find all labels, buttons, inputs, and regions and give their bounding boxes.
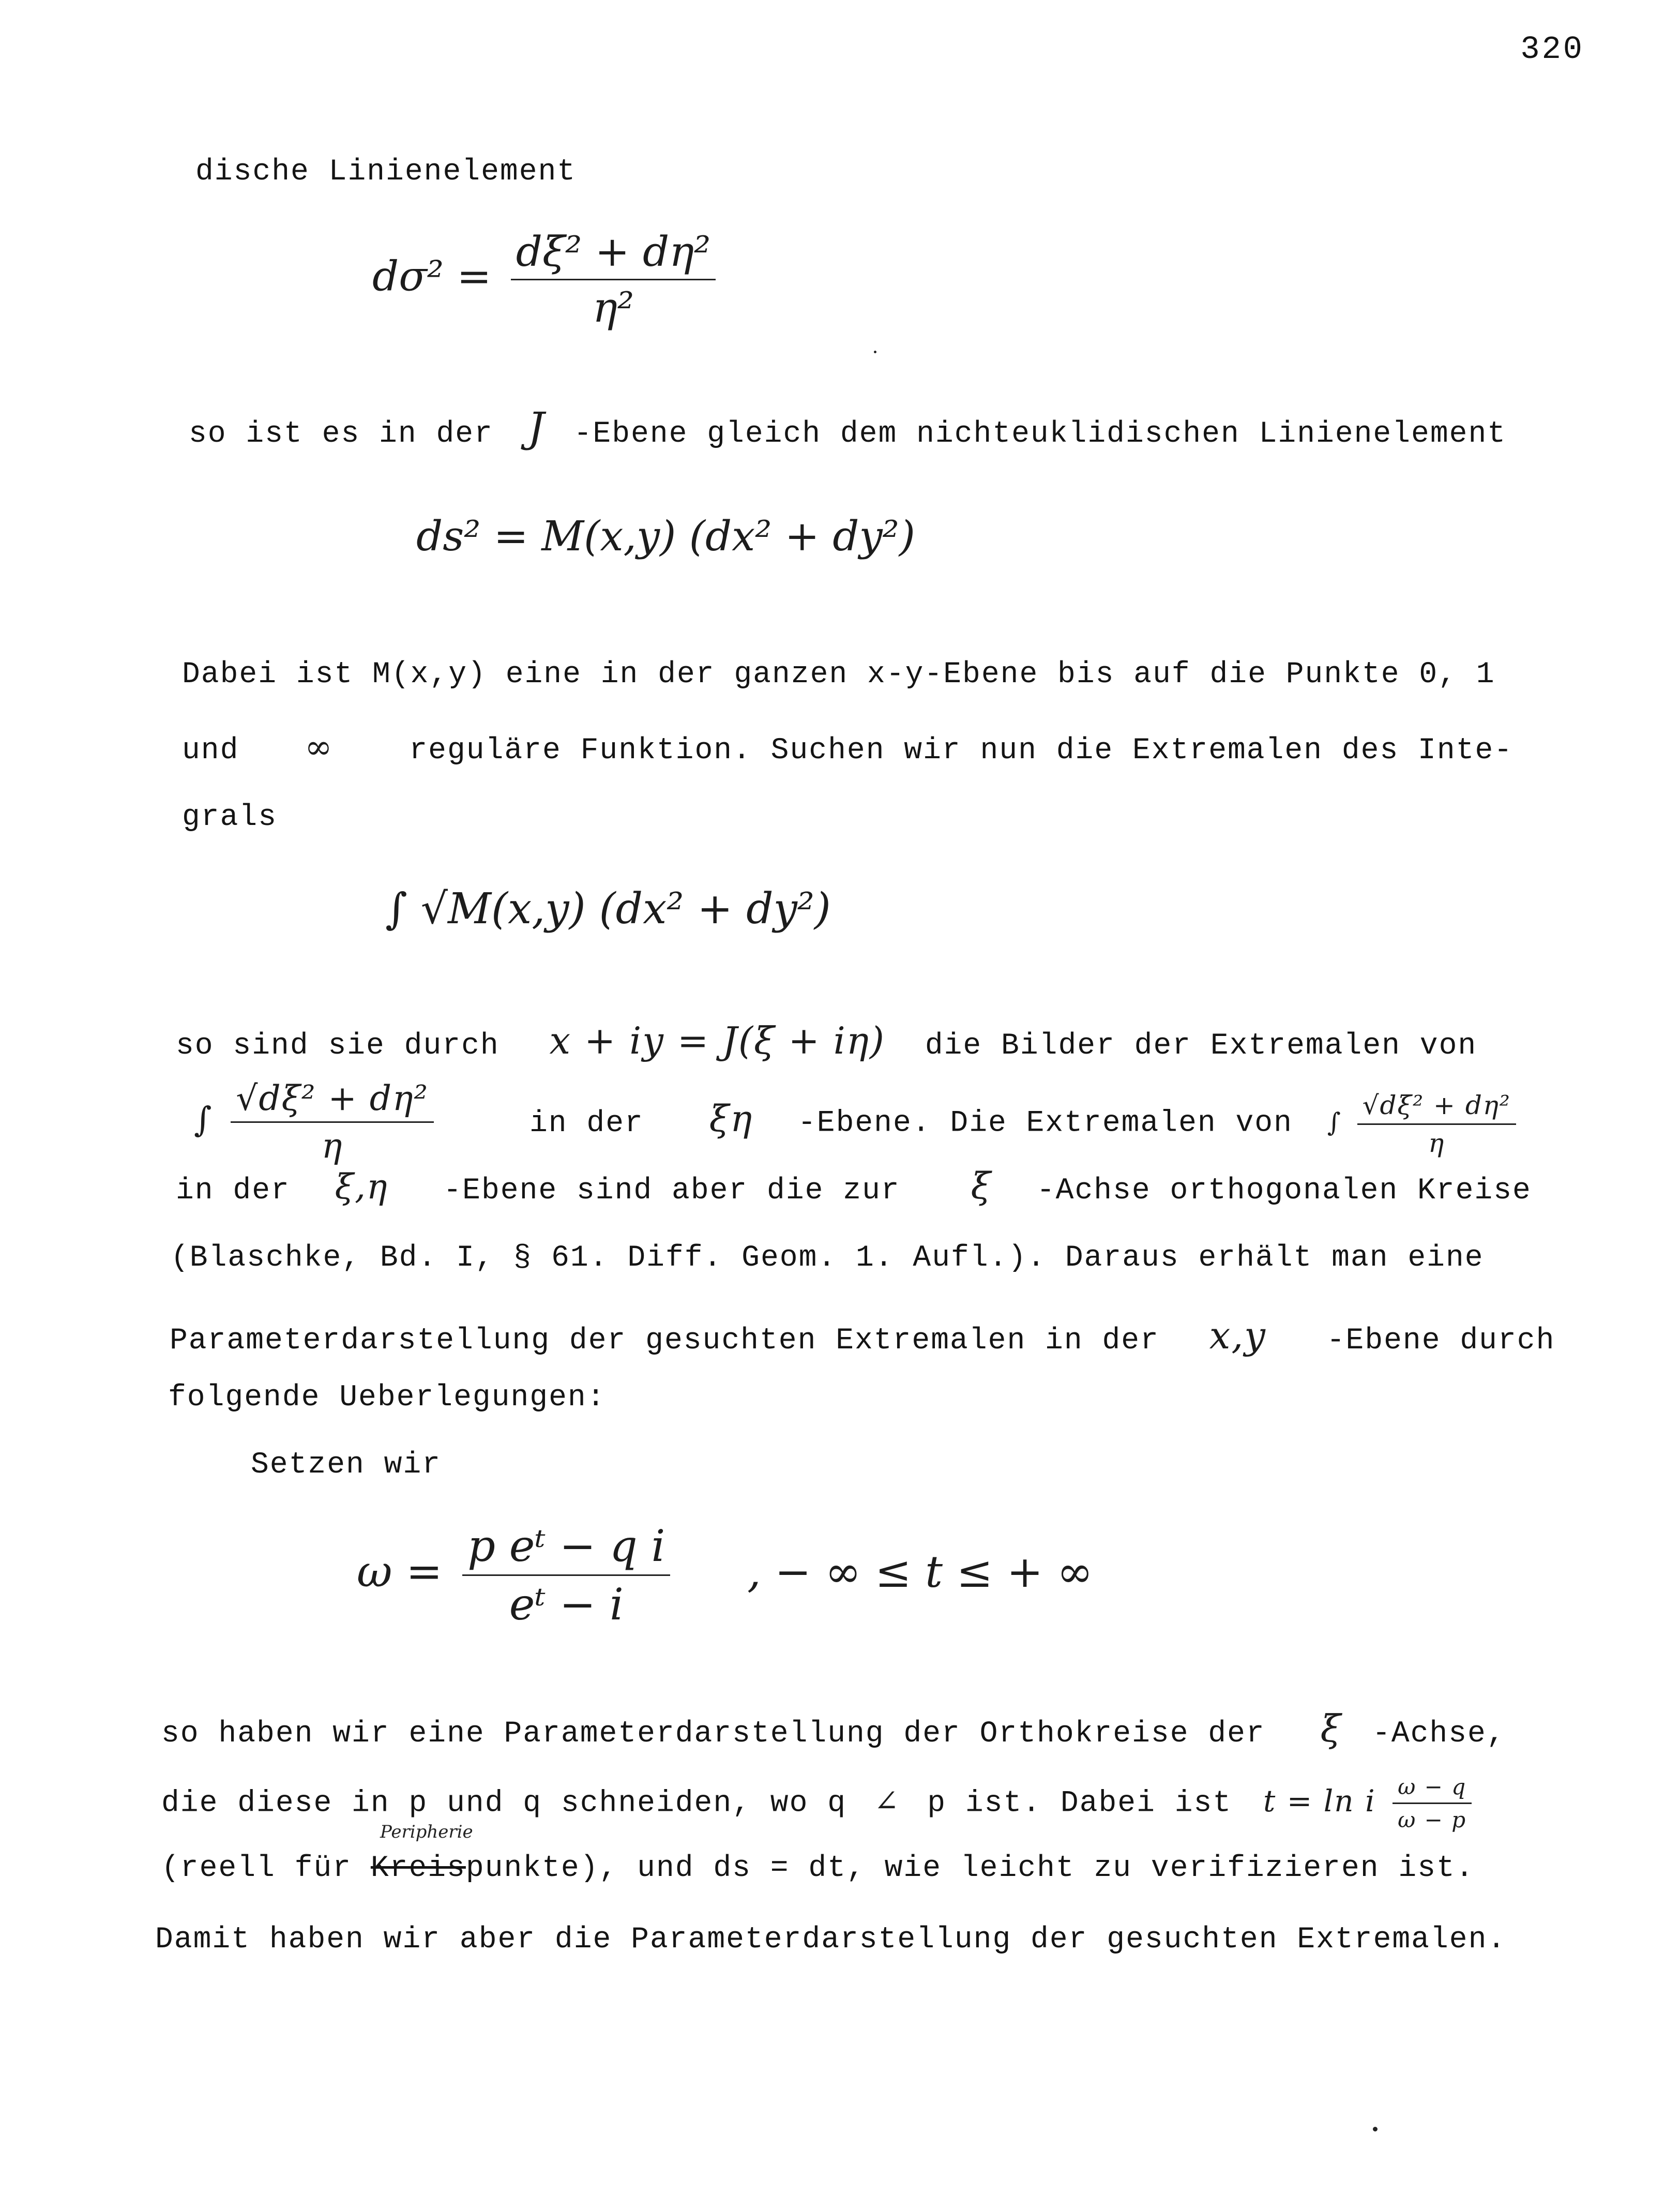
text-line-15-end: punkte), und ds = dt, wie leicht zu verifizieren ist. (465, 1852, 1475, 1885)
text-line-2-end: -Ebene gleich dem nichteuklidischen Linienelement (573, 417, 1507, 451)
text-line-16: Damit haben wir aber die Parameterdarstellung der gesuchten Extremalen. (155, 1923, 1507, 1957)
struck-word: Kreis (370, 1852, 466, 1885)
text-line-6-start: so sind sie durch (176, 1029, 500, 1063)
symbol-xi-eta-2: ξ,η (335, 1167, 388, 1207)
equation-omega (357, 1521, 1093, 1630)
text-line-7-end: -Ebene. Die Extremalen von (797, 1106, 1293, 1140)
integral-fraction-left (231, 1078, 434, 1166)
text-line-8-middle: -Ebene sind aber die zur (443, 1174, 900, 1208)
t-fraction (1393, 1774, 1472, 1832)
eq5-range: , − ∞ ≤ t ≤ + ∞ (747, 1546, 1093, 1597)
text-line-8-end: -Achse orthogonalen Kreise (1036, 1174, 1532, 1208)
eq5-fraction (462, 1521, 670, 1630)
text-line-15-start: (reell für (161, 1852, 371, 1885)
symbol-J: J (527, 403, 546, 452)
text-line-5: grals (182, 801, 278, 834)
t-numerator: ω − q (1393, 1774, 1472, 1804)
integral-fraction-right (1357, 1090, 1516, 1158)
text-line-1: dische Linienelement (195, 155, 577, 189)
eq1-denominator: η² (593, 283, 634, 332)
text-line-13-end: -Achse, (1372, 1717, 1506, 1751)
symbol-xi-eta: ξη (709, 1097, 753, 1140)
text-line-2-start: so ist es in der (189, 417, 493, 451)
symbol-x-y: x,y (1209, 1314, 1266, 1357)
symbol-less-than: ∠ (873, 1783, 900, 1819)
text-line-8-start: in der (176, 1174, 290, 1208)
text-line-14-start: die diese in p und q schneiden, wo q (161, 1786, 847, 1821)
text-line-14 (161, 1774, 1478, 1832)
text-line-12: Setzen wir (251, 1448, 442, 1482)
text-line-15 (161, 1852, 1475, 1885)
text-line-9: (Blaschke, Bd. I, § 61. Diff. Geom. 1. Aufl.). Daraus erhält man eine (171, 1241, 1484, 1275)
text-line-8 (176, 1165, 1532, 1208)
ink-speck (874, 351, 876, 353)
page-number: 320 (1520, 31, 1584, 68)
t-lhs: t = ln i (1263, 1783, 1376, 1819)
integral-denominator-right: η (1428, 1128, 1445, 1158)
text-line-6 (176, 1019, 1477, 1063)
text-line-4 (182, 728, 1513, 768)
text-line-4-start: und (182, 734, 239, 768)
text-line-6-end: die Bilder der Extremalen von (925, 1029, 1477, 1063)
integral-numerator-left: √dξ² + dη² (231, 1078, 434, 1123)
eq1-lhs: dσ² = (372, 252, 492, 301)
text-line-13-start: so haben wir eine Parameterdarstellung der Orthokreise der (161, 1717, 1265, 1751)
ink-speck (1373, 2127, 1378, 2131)
text-line-7-start: in der (529, 1106, 644, 1140)
text-line-10-end: -Ebene durch (1326, 1324, 1555, 1358)
equation-line-element-s: ds² = M(x,y) (dx² + dy²) (416, 512, 915, 560)
symbol-xi-2: ξ (1320, 1707, 1342, 1750)
eq1-fraction (511, 228, 716, 332)
eq5-denominator: eᵗ − i (509, 1579, 624, 1630)
integral-sign-right: ∫ (1327, 1107, 1342, 1137)
text-line-13 (161, 1707, 1506, 1751)
integral-denominator-left: η (321, 1126, 343, 1166)
text-line-14-middle: p ist. Dabei ist (927, 1786, 1232, 1821)
symbol-infinity: ∞ (305, 728, 334, 767)
integral-sign-left: ∫ (194, 1099, 213, 1139)
text-line-7 (194, 1078, 1522, 1166)
equation-x-iy: x + iy = J(ξ + iη) (549, 1019, 885, 1062)
text-line-10 (170, 1314, 1555, 1358)
eq5-numerator: p eᵗ − q i (462, 1521, 670, 1576)
integral-numerator-right: √dξ² + dη² (1357, 1090, 1516, 1125)
text-line-11: folgende Ueberlegungen: (168, 1381, 606, 1415)
integral-xi-eta-left (194, 1078, 452, 1166)
t-denominator: ω − p (1398, 1807, 1467, 1832)
handwritten-correction: Peripherie (380, 1822, 473, 1842)
integral-xi-eta-right (1327, 1090, 1522, 1158)
text-line-2 (189, 403, 1506, 452)
symbol-xi: ξ (971, 1165, 992, 1207)
equation-line-element-sigma (372, 228, 722, 332)
text-line-10-start: Parameterdarstellung der gesuchten Extremalen in der (170, 1324, 1159, 1358)
text-line-3: Dabei ist M(x,y) eine in der ganzen x-y-Ebene bis auf die Punkte 0, 1 (182, 658, 1495, 692)
eq1-numerator: dξ² + dη² (511, 228, 716, 280)
equation-integral-M: ∫ √M(x,y) (dx² + dy²) (385, 884, 831, 934)
text-line-4-end: reguläre Funktion. Suchen wir nun die Extremalen des Inte- (409, 734, 1513, 768)
eq5-lhs: ω = (357, 1546, 443, 1597)
